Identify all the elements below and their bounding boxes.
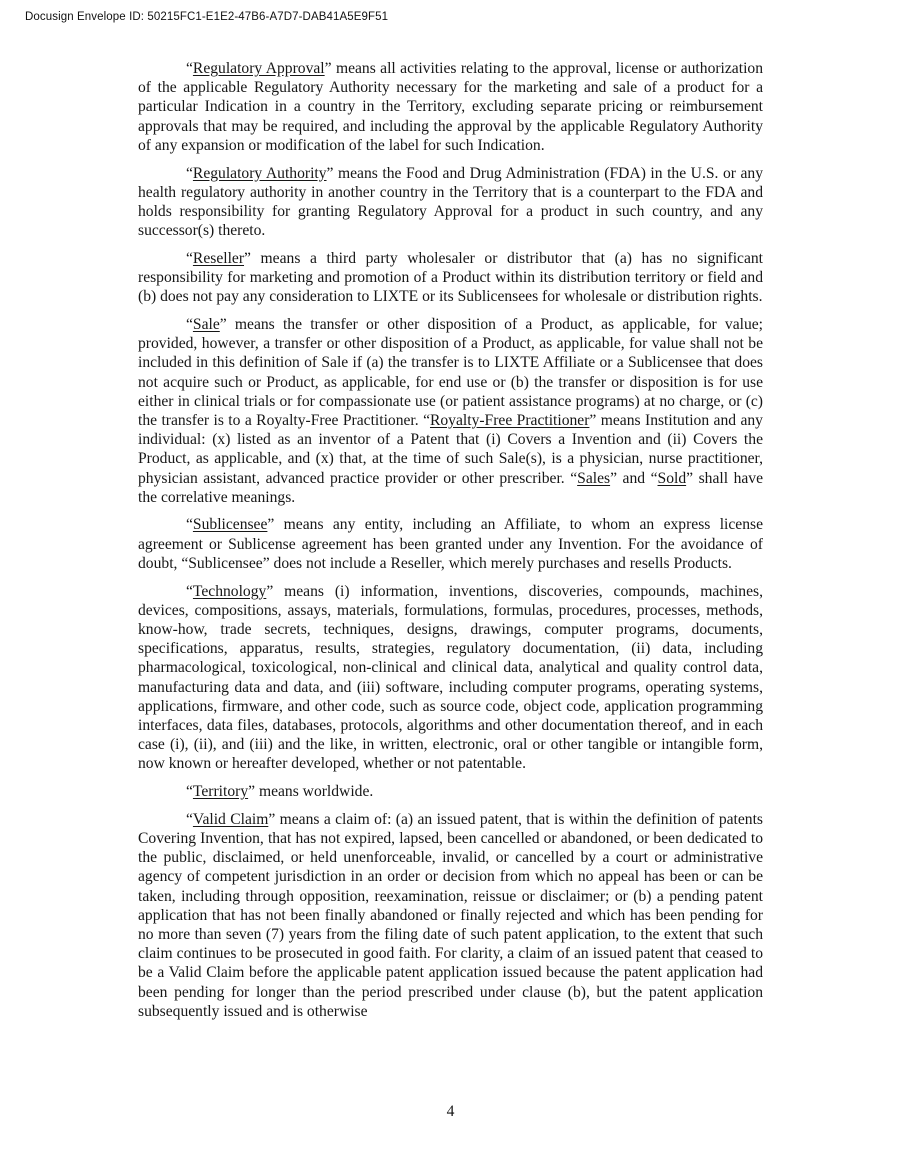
paragraph-text: ” and “ xyxy=(610,469,658,487)
paragraph-text: “ xyxy=(186,164,193,182)
defined-term: Sale xyxy=(192,315,220,333)
paragraph-text: ” means a claim of: (a) an issued patent, that is within the definition of patents Covering Invention, that has not expired, lapsed, been cancelled or abandoned, or been dedicated to the public, disclaimed, or held unenforceable, invalid, or cancelled by a court or administrative agency of competent jurisdiction in an order or decision from which no appeal has been or can be taken, including through opposition, reexamination, reissue or disclaimer; or (b) a pending patent application that has not been finally abandoned or finally rejected and which has been pending for no more than seven (7) years from the filing date of such patent application, to the extent that such claim continues to be prosecuted in good faith. For clarity, a claim of an issued patent that ceased to be a Valid Claim before the applicable patent application issued because the patent application had been pending for longer than the period prescribed under clause (b), but the patent application subsequently issued and is otherwise xyxy=(138,810,763,1020)
defined-term: Royalty-Free Practitioner xyxy=(429,411,590,429)
paragraph-text: “ xyxy=(186,315,193,333)
paragraph xyxy=(138,315,763,507)
paragraph-text: “ xyxy=(186,810,193,828)
paragraph-text: ” means any entity, including an Affiliate, to whom an express license agreement or Sublicense agreement has been granted under any Invention. For the avoidance of doubt, “Sublicensee” does not include a Reseller, which merely purchases and resells Products. xyxy=(138,516,763,572)
document-body xyxy=(138,59,763,1030)
defined-term: Regulatory Authority xyxy=(192,164,327,182)
defined-term: Regulatory Approval xyxy=(192,60,325,77)
defined-term: Sublicensee xyxy=(192,516,268,534)
paragraph xyxy=(138,249,763,307)
paragraph-text: ” means (i) information, inventions, discoveries, compounds, machines, devices, compositions, assays, materials, formulations, formulas, procedures, processes, methods, know-how, trade secrets, techniques, designs, drawings, computer programs, documents, specifications, apparatus, results, strategies, regulatory documentation, (ii) data, including pharmacological, toxicological, non-clinical and clinical data, analytical and quality control data, manufacturing data and data, and (iii) software, including computer programs, operating systems, applications, firmware, and other code, such as source code, object code, application programming interfaces, data files, databases, protocols, algorithms and other documentation thereof, and in each case (i), (ii), and (iii) and the like, in written, electronic, oral or other tangible or intangible form, now known or hereafter developed, whether or not patentable. xyxy=(138,582,763,773)
paragraph xyxy=(138,59,763,155)
defined-term: Territory xyxy=(192,783,249,801)
defined-term: Technology xyxy=(192,582,267,600)
paragraph-text: ” means worldwide. xyxy=(248,783,374,801)
paragraph-text: “ xyxy=(186,582,193,600)
paragraph-text: ” means a third party wholesaler or distributor that (a) has no significant responsibility for marketing and promotion of a Product within its distribution territory or field and (b) does not pay any consideration to LIXTE or its Sublicensees for wholesale or distribution rights. xyxy=(138,249,763,306)
defined-term: Reseller xyxy=(192,249,245,267)
paragraph-text: ” means all activities relating to the approval, license or authorization of the applicable Regulatory Authority necessary for the marketing and sale of a product for a particular Indication in a country in the Territory, excluding separate pricing or reimbursement approvals that may be required, and including the approval by the applicable Regulatory Authority of any expansion or modification of the label for such Indication. xyxy=(138,60,763,154)
paragraph-text: ” means Institution and any individual: (x) listed as an inventor of a Patent that (i) Covers a Invention and (ii) Covers the Product, as applicable, and (x) that, at the time of such Sale(s), is a physician, nurse practitioner, physician assistant, advanced practice provider or other prescriber. “ xyxy=(138,411,763,487)
paragraph xyxy=(138,810,763,1021)
page-number: 4 xyxy=(446,1103,455,1120)
defined-term: Sold xyxy=(657,469,687,487)
paragraph-text: “ xyxy=(186,60,193,77)
paragraph xyxy=(138,582,763,774)
paragraph-text: “ xyxy=(186,783,193,801)
paragraph-text: ” shall have the correlative meanings. xyxy=(138,469,764,506)
docusign-envelope-id: Docusign Envelope ID: 50215FC1-E1E2-47B6-A7D7-DAB41A5E9F51 xyxy=(25,11,389,23)
paragraph-text: ” means the transfer or other disposition of a Product, as applicable, for value; provided, however, a transfer or other disposition of a Product, as applicable, for value shall not be included in this definition of Sale if (a) the transfer is to LIXTE Affiliate or a Sublicensee that does not acquire such or Product, as applicable, for end use or (b) the transfer or disposition is for use either in clinical trials or for compassionate use (or patient assistance programs) at no charge, or (c) the transfer is to a Royalty-Free Practitioner. “ xyxy=(138,315,763,429)
paragraph-text: “ xyxy=(186,516,193,534)
paragraph-text: “ xyxy=(186,249,193,267)
paragraph xyxy=(138,515,763,573)
paragraph xyxy=(138,782,763,801)
paragraph xyxy=(138,164,763,241)
defined-term: Sales xyxy=(577,469,611,487)
paragraph-text: ” means the Food and Drug Administration (FDA) in the U.S. or any health regulatory authority in another country in the Territory that is a counterpart to the FDA and holds responsibility for granting Regulatory Approval for a product in such country, and any successor(s) thereto. xyxy=(138,164,763,240)
defined-term: Valid Claim xyxy=(192,810,269,828)
